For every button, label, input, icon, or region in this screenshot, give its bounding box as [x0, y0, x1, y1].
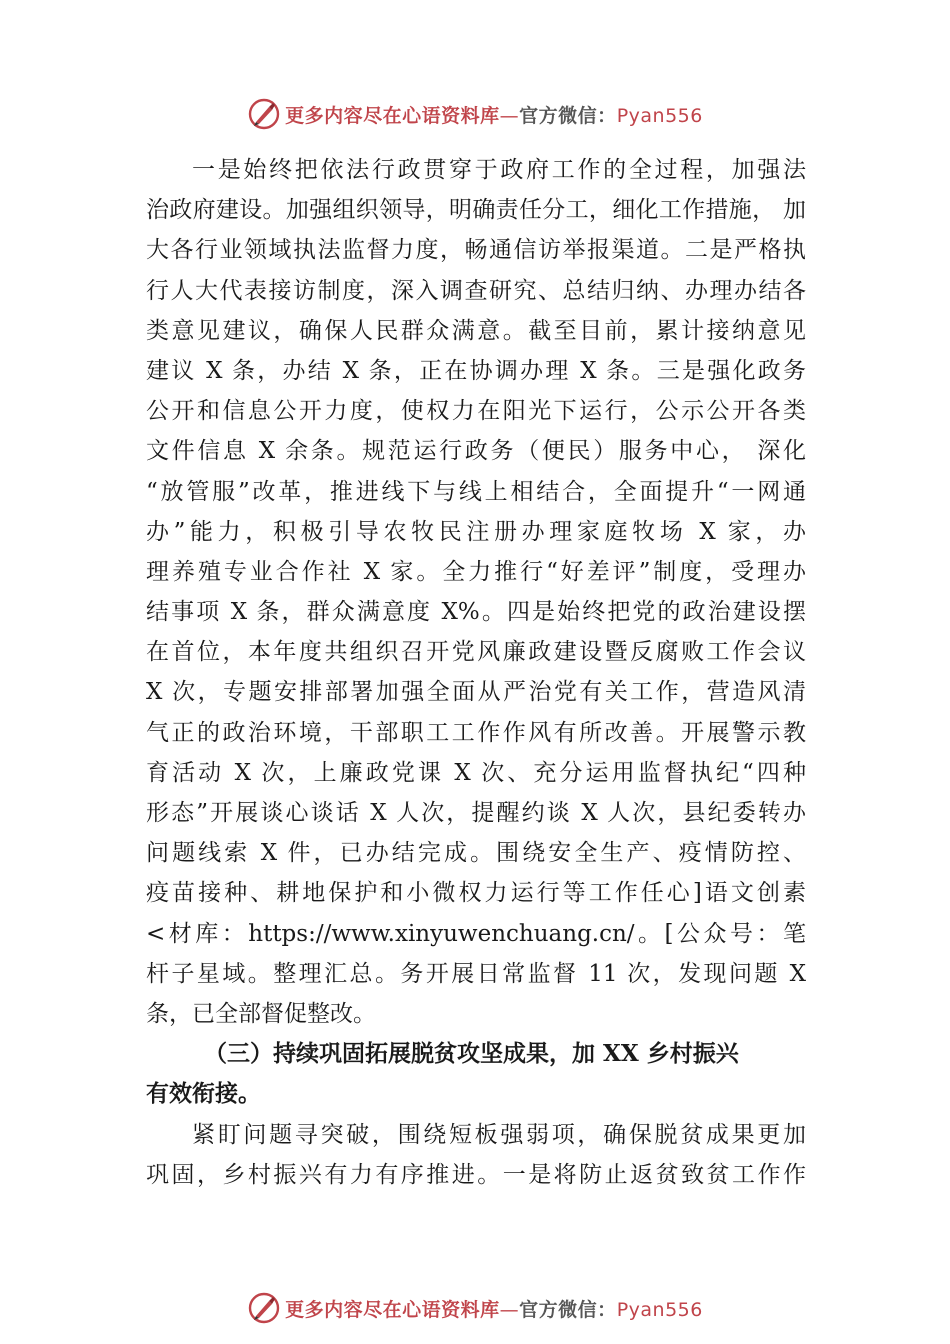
pen-logo-icon: [247, 1291, 281, 1325]
text-line: 紧盯问题寻突破，围绕短板强弱项，确保脱贫成果更加: [192, 1121, 806, 1148]
footer-watermark-banner: [0, 1288, 950, 1328]
banner-main-text: 更多内容尽在心语资料库: [285, 104, 500, 127]
section-heading-continued: 有效衔接。: [146, 1080, 261, 1108]
text-line: 气正的政治环境，干部职工工作作风有所改善。开展警示教: [146, 719, 806, 746]
banner-text: [285, 1295, 703, 1322]
banner-text: [285, 101, 703, 128]
text-line: 建议 X 条，办结 X 条，正在协调办理 X 条。三是强化政务: [146, 357, 806, 384]
text-line: 大各行业领域执法监督力度，畅通信访举报渠道。二是严格执: [146, 237, 806, 264]
text-line: 一是始终把依法行政贯穿于政府工作的全过程，加强法: [192, 157, 806, 183]
pen-logo-icon: [247, 97, 281, 131]
banner-dash: —: [499, 104, 520, 127]
text-line: 理养殖专业合作社 X 家。全力推行“好差评”制度，受理办: [146, 558, 806, 585]
text-line: 结事项 X 条，群众满意度 X%。四是始终把党的政治建设摆: [146, 599, 806, 626]
text-line: 公开和信息公开力度，使权力在阳光下运行，公示公开各类: [146, 398, 806, 425]
text-line: 文件信息 X 余条。规范运行政务（便民）服务中心， 深化: [146, 438, 806, 465]
text-line: 杆子星域。整理汇总。务开展日常监督 11 次，发现问题 X: [146, 960, 806, 987]
banner-wechat-id: Pyan556: [616, 104, 703, 127]
text-line: 在首位，本年度共组织召开党风廉政建设暨反腐败工作会议: [146, 639, 806, 666]
text-line: 办”能力，积极引导农牧民注册办理家庭牧场 X 家，办: [146, 518, 806, 545]
document-body: [146, 150, 806, 1195]
text-line: 条，已全部督促整改。: [146, 1000, 376, 1027]
banner-wechat-label: 官方微信：: [519, 104, 617, 127]
banner-main-text: 更多内容尽在心语资料库: [285, 1298, 500, 1321]
text-line: 治政府建设。加强组织领导，明确责任分工，细化工作措施， 加: [146, 197, 806, 224]
header-watermark-banner: [0, 94, 950, 134]
text-line: 类意见建议，确保人民群众满意。截至目前，累计接纳意见: [146, 317, 806, 344]
banner-dash: —: [499, 1298, 520, 1321]
text-line: 形态”开展谈心谈话 X 人次，提醒约谈 X 人次，县纪委转办: [146, 800, 806, 826]
text-line: 问题线索 X 件，已办结完成。围绕安全生产、疫情防控、: [146, 840, 806, 867]
text-line: 行人大代表接访制度，深入调查研究、总结归纳、办理办结各: [146, 277, 806, 304]
banner-wechat-label: 官方微信：: [519, 1298, 617, 1321]
section-heading: （三）持续巩固拓展脱贫攻坚成果，加 XX 乡村振兴: [204, 1040, 739, 1068]
text-line: 疫苗接种、耕地保护和小微权力运行等工作任心]语文创素: [146, 880, 806, 907]
banner-wechat-id: Pyan556: [616, 1298, 703, 1321]
text-line: <材库：https://www.xinyuwenchuang.cn/。[公众号：笔: [146, 920, 806, 947]
text-line: 巩固，乡村振兴有力有序推进。一是将防止返贫致贫工作作: [146, 1161, 806, 1188]
text-line: 育活动 X 次，上廉政党课 X 次、充分运用监督执纪“四种: [146, 759, 806, 786]
text-line: X 次，专题安排部署加强全面从严治党有关工作，营造风清: [146, 679, 806, 706]
text-line: “放管服”改革，推进线下与线上相结合，全面提升“一网通: [146, 478, 806, 505]
